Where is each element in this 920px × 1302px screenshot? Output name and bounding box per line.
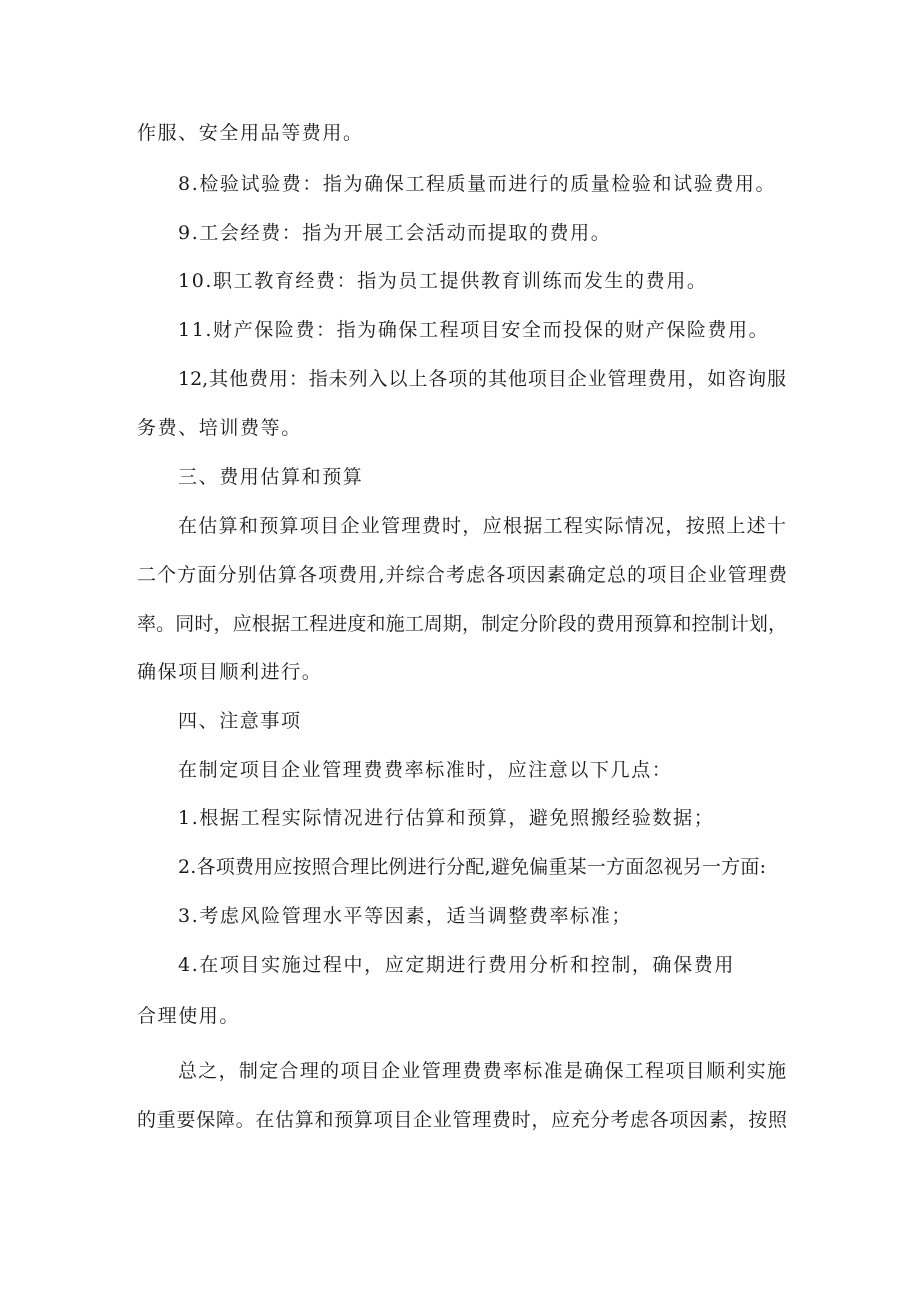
- paragraph-estimate-line-4: 确保项目顺利进行。: [137, 661, 323, 683]
- text-line-continuation: 作服、安全用品等费用。: [137, 122, 364, 144]
- note-item-4-continuation: 合理使用。: [137, 1005, 241, 1027]
- notes-intro: 在制定项目企业管理费费率标准时，应注意以下几点：: [178, 759, 673, 781]
- paragraph-estimate-line-3: 率。同时，应根据工程进度和施工周期，制定分阶段的费用预算和控制计划，: [137, 613, 787, 635]
- paragraph-estimate-line-1: 在估算和预算项目企业管理费时，应根据工程实际情况，按照上述十: [178, 515, 786, 537]
- conclusion-line-1: 总之，制定合理的项目企业管理费费率标准是确保工程项目顺利实施: [178, 1060, 786, 1082]
- section-heading-3: 三、费用估算和预算: [178, 466, 364, 488]
- note-item-3: 3.考虑风险管理水平等因素，适当调整费率标准；: [178, 905, 632, 927]
- section-heading-4: 四、注意事项: [178, 710, 302, 732]
- list-item-11: 11.财产保险费：指为确保工程项目安全而投保的财产保险费用。: [178, 319, 770, 341]
- note-item-2: 2.各项费用应按照合理比例进行分配,避免偏重某一方面忽视另一方面:: [178, 856, 767, 878]
- list-item-12: 12,其他费用：指未列入以上各项的其他项目企业管理费用，如咨询服: [178, 368, 786, 390]
- paragraph-estimate-line-2: 二个方面分别估算各项费用,并综合考虑各项因素确定总的项目企业管理费: [137, 564, 787, 586]
- list-item-9: 9.工会经费：指为开展工会活动而提取的费用。: [178, 222, 612, 244]
- note-item-4: 4.在项目实施过程中，应定期进行费用分析和控制，确保费用: [178, 954, 735, 976]
- list-item-10: 10.职工教育经费：指为员工提供教育训练而发生的费用。: [178, 270, 708, 292]
- conclusion-line-2: 的重要保障。在估算和预算项目企业管理费时，应充分考虑各项因素，按照: [137, 1109, 787, 1131]
- list-item-8: 8.检验试验费：指为确保工程质量而进行的质量检验和试验费用。: [178, 173, 777, 195]
- note-item-1: 1.根据工程实际情况进行估算和预算，避免照搬经验数据；: [178, 807, 715, 829]
- list-item-12-continuation: 务费、培训费等。: [137, 417, 302, 439]
